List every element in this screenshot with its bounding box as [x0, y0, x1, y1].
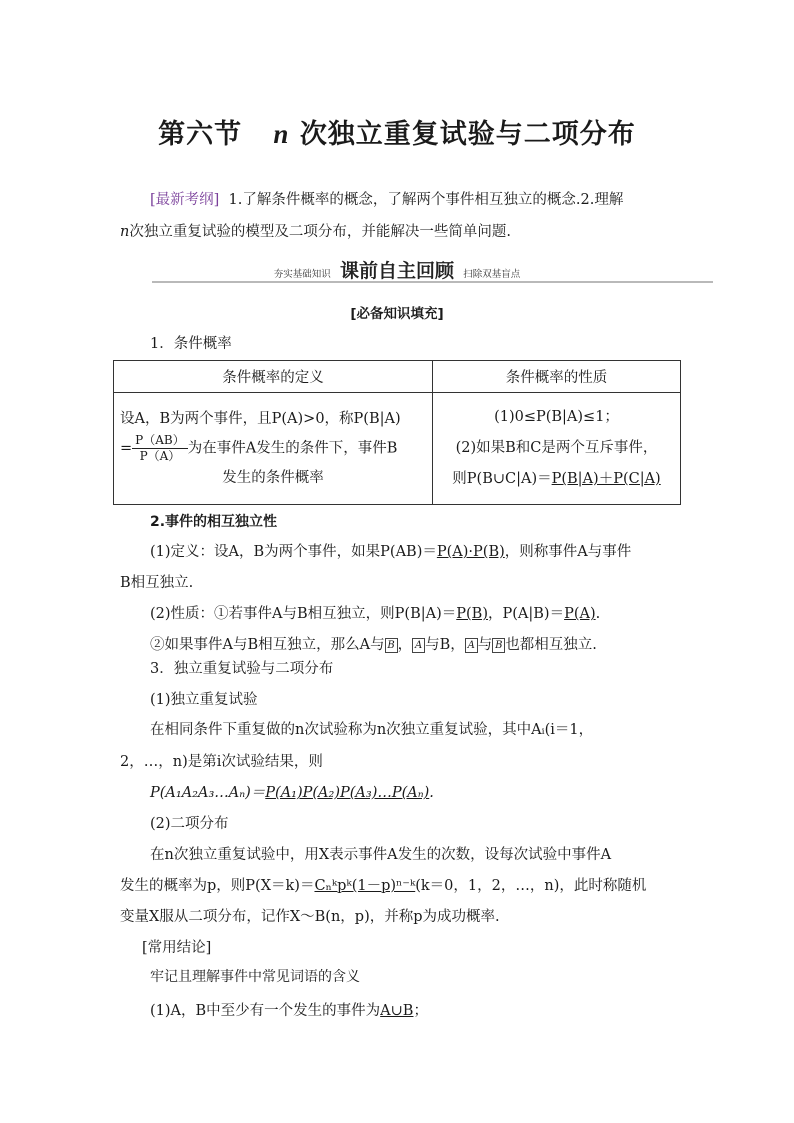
- s2-def-text-b: ，则称事件A与事件: [504, 544, 632, 560]
- s3-heading: 3．独立重复试验与二项分布: [150, 661, 334, 677]
- conclusion-item-1-answer: A∪B: [380, 1003, 414, 1019]
- s2-prop-answer-1: P(B): [456, 606, 488, 622]
- def-line-2: [120, 433, 426, 464]
- table-header-property: 条件概率的性质: [433, 361, 681, 393]
- s2-property-line-2: ②如果事件A与B相互独立，那么A与 B ， A 与B， A 与 B 也都相互独立.: [150, 637, 597, 653]
- s3-p3-answer: P(A₁)P(A₂)P(A₃)…P(Aₙ): [265, 785, 430, 801]
- outline-n: n: [120, 224, 130, 240]
- prop3-answer: P(B|A)＋P(C|A): [551, 471, 661, 487]
- conclusion-item-1-end: ；: [413, 1003, 428, 1019]
- s2-prop-text-c: .: [595, 606, 601, 622]
- s2-prop-text-b: ，P(A|B)＝: [487, 606, 565, 622]
- s2-def-answer: P(A)·P(B): [436, 544, 505, 560]
- s2-prop2-text-c: 与: [477, 637, 493, 653]
- s3-p3-text: P(A₁A₂A₃…Aₙ)＝: [150, 785, 266, 801]
- conclusion-heading: 牢记且理解事件中常见词语的含义: [150, 969, 360, 985]
- fraction-numerator: P（AB）: [132, 433, 188, 449]
- s2-prop2-text-b: 与B，: [425, 637, 465, 653]
- definition-cell: [114, 393, 433, 505]
- title-n: n: [273, 119, 290, 149]
- s2-prop-text-a: (2)性质：①若事件A与B相互独立，则P(B|A)＝: [150, 606, 457, 622]
- s3-p5-text-b: (k＝0，1，2，…，n)，此时称随机: [415, 878, 647, 894]
- table-row: [114, 393, 681, 505]
- s3-p2: 2，…，n)是第i次试验结果，则: [120, 754, 323, 770]
- s2-prop2-text-a: ②如果事件A与B相互独立，那么A与: [150, 637, 385, 653]
- s1-heading: 1．条件概率: [150, 336, 232, 352]
- complement-a-box: A: [412, 638, 425, 653]
- s3-p6: 变量X服从二项分布，记作X～B(n，p)，并称p为成功概率.: [120, 909, 500, 925]
- prop-line-3: [441, 464, 672, 495]
- conditional-probability-table: [113, 360, 681, 505]
- section-banner: [0, 256, 794, 283]
- conclusion-tag: [常用结论]: [142, 940, 212, 956]
- banner-right: 扫除双基盲点: [463, 269, 521, 280]
- complement-b-box: B: [385, 638, 398, 653]
- s2-prop2-text-d: 也都相互独立.: [505, 637, 597, 653]
- banner-left: 夯实基础知识: [273, 269, 331, 280]
- def-text-2: 为在事件A发生的条件下，事件B: [187, 440, 398, 457]
- prop3-text: 则P(B∪C|A)＝: [452, 471, 552, 487]
- conclusion-item-1-text: (1)A，B中至少有一个发生的事件为: [150, 1003, 381, 1019]
- fraction-denominator: P（A）: [139, 449, 181, 463]
- prop-line-1: (1)0≤P(B|A)≤1；: [494, 409, 619, 425]
- def-line-1: 设A，B为两个事件，且P(A)>0，称P(B|A): [120, 411, 401, 427]
- s3-p3-end: .: [429, 785, 434, 801]
- title-rest: 次独立重复试验与二项分布: [299, 119, 636, 150]
- s3-p5-answer: Cₙᵏpᵏ(1－p)ⁿ⁻ᵏ: [314, 878, 416, 894]
- s3-p5: [120, 874, 646, 895]
- property-cell: [433, 393, 681, 505]
- s3-sub2: (2)二项分布: [150, 816, 229, 832]
- complement-b-box-2: B: [492, 638, 505, 653]
- def-eq: =: [120, 440, 133, 457]
- table-header-definition: 条件概率的定义: [114, 361, 433, 393]
- outline-line-1: [150, 188, 623, 209]
- prop-line-2: (2)如果B和C是两个互斥事件，: [455, 440, 658, 456]
- outline-tag: [最新考纲]: [150, 192, 220, 208]
- conclusion-item-1: [150, 999, 428, 1020]
- s2-def-text-a: (1)定义：设A，B为两个事件，如果P(AB)＝: [150, 544, 437, 560]
- banner-main: 课前自主回顾: [339, 260, 454, 282]
- title-prefix: 第六节: [158, 119, 243, 150]
- s3-sub1: (1)独立重复试验: [150, 692, 258, 708]
- s2-prop-answer-2: P(A): [564, 606, 596, 622]
- s2-definition-line-1: [150, 540, 631, 561]
- outline-line-2: [120, 220, 511, 241]
- page-title: [0, 112, 794, 151]
- s2-definition-line-2: B相互独立.: [120, 575, 194, 591]
- outline-text-2: 次独立重复试验的模型及二项分布，并能解决一些简单问题.: [129, 224, 511, 240]
- s3-p4: 在n次独立重复试验中，用X表示事件A发生的次数，设每次试验中事件A: [150, 847, 612, 863]
- s3-p1: 在相同条件下重复做的n次试验称为n次独立重复试验，其中Aᵢ(i＝1，: [150, 722, 594, 738]
- outline-text-1: 1.了解条件概率的概念，了解两个事件相互独立的概念.2.理解: [228, 192, 624, 208]
- def-line-3: 发生的条件概率: [222, 470, 324, 486]
- table-header-row: [114, 361, 681, 393]
- s2-heading: 2.事件的相互独立性: [150, 514, 278, 530]
- complement-a-box-2: A: [465, 638, 478, 653]
- s3-p3: [150, 781, 434, 802]
- s2-property-line-1: [150, 602, 600, 623]
- box-title: [必备知识填充]: [350, 306, 444, 322]
- s3-p5-text-a: 发生的概率为p，则P(X＝k)＝: [120, 878, 315, 894]
- fraction: [132, 433, 188, 464]
